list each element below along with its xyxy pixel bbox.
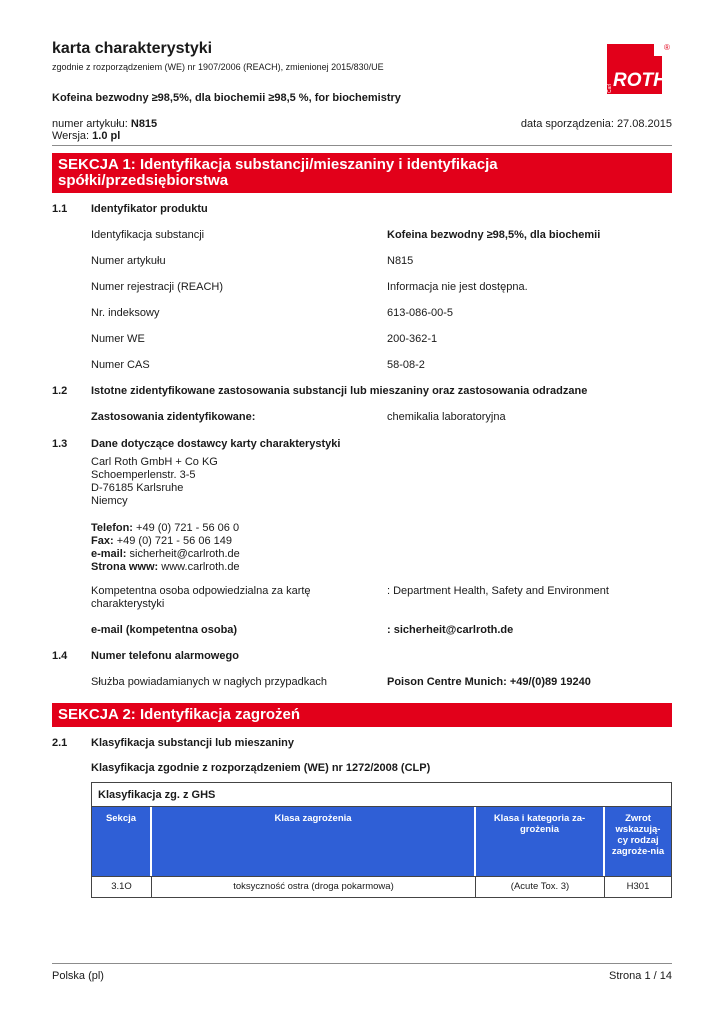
table-cell: (Acute Tox. 3) (476, 877, 605, 897)
table-row (92, 876, 671, 897)
competent-email-value[interactable]: : sicherheit@carlroth.de (387, 624, 514, 636)
email-link[interactable]: sicherheit@carlroth.de (129, 548, 240, 560)
roth-logo (604, 40, 672, 96)
column-header: Klasa zagrożenia (152, 807, 476, 876)
supplier-contacts (91, 522, 240, 574)
email-line: e-mail: sicherheit@carlroth.de (91, 548, 240, 560)
row-value: 200-362-1 (387, 333, 438, 345)
section-1-4-number: 1.4 (52, 650, 68, 662)
section-1-4-heading: Numer telefonu alarmowego (91, 650, 239, 662)
identified-uses-value: chemikalia laboratoryjna (387, 411, 506, 423)
section-1-2-number: 1.2 (52, 385, 68, 397)
creation-date: data sporządzenia: 27.08.2015 (520, 118, 672, 130)
row-label: Nr. indeksowy (91, 307, 160, 319)
section-2-1-heading: Klasyfikacja substancji lub mieszaniny (91, 737, 294, 749)
header-divider (52, 145, 672, 146)
row-label: Numer rejestracji (REACH) (91, 281, 224, 293)
competent-person-label: Kompetentna osoba odpowiedzialna za kartę charakterystyki (91, 585, 311, 610)
footer-language: Polska (pl) (52, 970, 104, 982)
address-line: D-76185 Karlsruhe (91, 482, 184, 494)
section-1-2-heading: Istotne zidentyfikowane zastosowania substancji lub mieszaniny oraz zastosowania odradzane (91, 385, 588, 397)
address-line: Carl Roth GmbH + Co KG (91, 456, 218, 468)
row-value: Informacja nie jest dostępna. (387, 281, 528, 293)
section-2-banner: SEKCJA 2: Identyfikacja zagrożeń (52, 703, 672, 727)
version: Wersja: 1.0 pl (52, 130, 121, 142)
emergency-phone-value: Poison Centre Munich: +49/(0)89 19240 (387, 676, 591, 688)
product-name: Kofeina bezwodny ≥98,5%, dla biochemii ≥98,5 %, for biochemistry (52, 92, 401, 104)
section-1-3-heading: Dane dotyczące dostawcy karty charakterystyki (91, 438, 341, 450)
website-link[interactable]: www.carlroth.de (161, 561, 240, 573)
logo-text: ROTH (613, 70, 667, 91)
registered-mark: ® (664, 43, 670, 52)
identified-uses-label: Zastosowania zidentyfikowane: (91, 411, 256, 423)
footer-page-number: Strona 1 / 14 (609, 970, 672, 982)
website-line: Strona www: www.carlroth.de (91, 561, 240, 573)
ghs-classification-table (91, 782, 672, 898)
table-cell: toksyczność ostra (droga pokarmowa) (152, 877, 476, 897)
section-1-banner: SEKCJA 1: Identyfikacja substancji/mieszaniny i identyfikacja spółki/przedsiębiorstwa (52, 153, 672, 193)
row-value: Kofeina bezwodny ≥98,5%, dla biochemii (387, 229, 601, 241)
table-caption: Klasyfikacja zg. z GHS (92, 783, 671, 807)
footer-divider (52, 963, 672, 964)
section-1-3-number: 1.3 (52, 438, 68, 450)
column-header: Klasa i kategoria za-grożenia (476, 807, 605, 876)
section-1-1-heading: Identyfikator produktu (91, 203, 208, 215)
column-header: Zwrot wskazują-cy rodzaj zagroże-nia (611, 813, 665, 857)
phone-line: Telefon: +49 (0) 721 - 56 06 0 (91, 522, 240, 534)
row-label: Identyfikacja substancji (91, 229, 205, 241)
row-value: N815 (387, 255, 414, 267)
emergency-service-label: Służba powiadamianych w nagłych przypadkach (91, 676, 328, 688)
column-header: Sekcja (92, 807, 152, 876)
section-1-1-number: 1.1 (52, 203, 68, 215)
row-value: 613-086-00-5 (387, 307, 454, 319)
article-number: numer artykułu: N815 (52, 118, 158, 130)
fax-line: Fax: +49 (0) 721 - 56 06 149 (91, 535, 232, 547)
address-line: Schoemperlenstr. 3-5 (91, 469, 196, 481)
table-cell: 3.1O (92, 877, 152, 897)
table-cell: H301 (626, 881, 650, 892)
document-subtitle: zgodnie z rozporządzeniem (WE) nr 1907/2006 (REACH), zmienionej 2015/830/UE (52, 62, 384, 72)
clp-classification-heading: Klasyfikacja zgodnie z rozporządzeniem (WE) nr 1272/2008 (CLP) (91, 762, 431, 774)
row-label: Numer CAS (91, 359, 150, 371)
competent-email-label: e-mail (kompetentna osoba) (91, 624, 238, 636)
roth-logo-icon (604, 40, 672, 96)
table-header-row (92, 807, 671, 876)
row-value: 58-08-2 (387, 359, 425, 371)
row-label: Numer artykułu (91, 255, 166, 267)
competent-person-value: : Department Health, Safety and Environment (387, 585, 609, 597)
document-title: karta charakterystyki (52, 40, 213, 57)
address-line: Niemcy (91, 495, 128, 507)
logo-small-text: Carl (607, 83, 613, 93)
section-2-1-number: 2.1 (52, 737, 68, 749)
row-label: Numer WE (91, 333, 145, 345)
supplier-address (91, 456, 218, 508)
